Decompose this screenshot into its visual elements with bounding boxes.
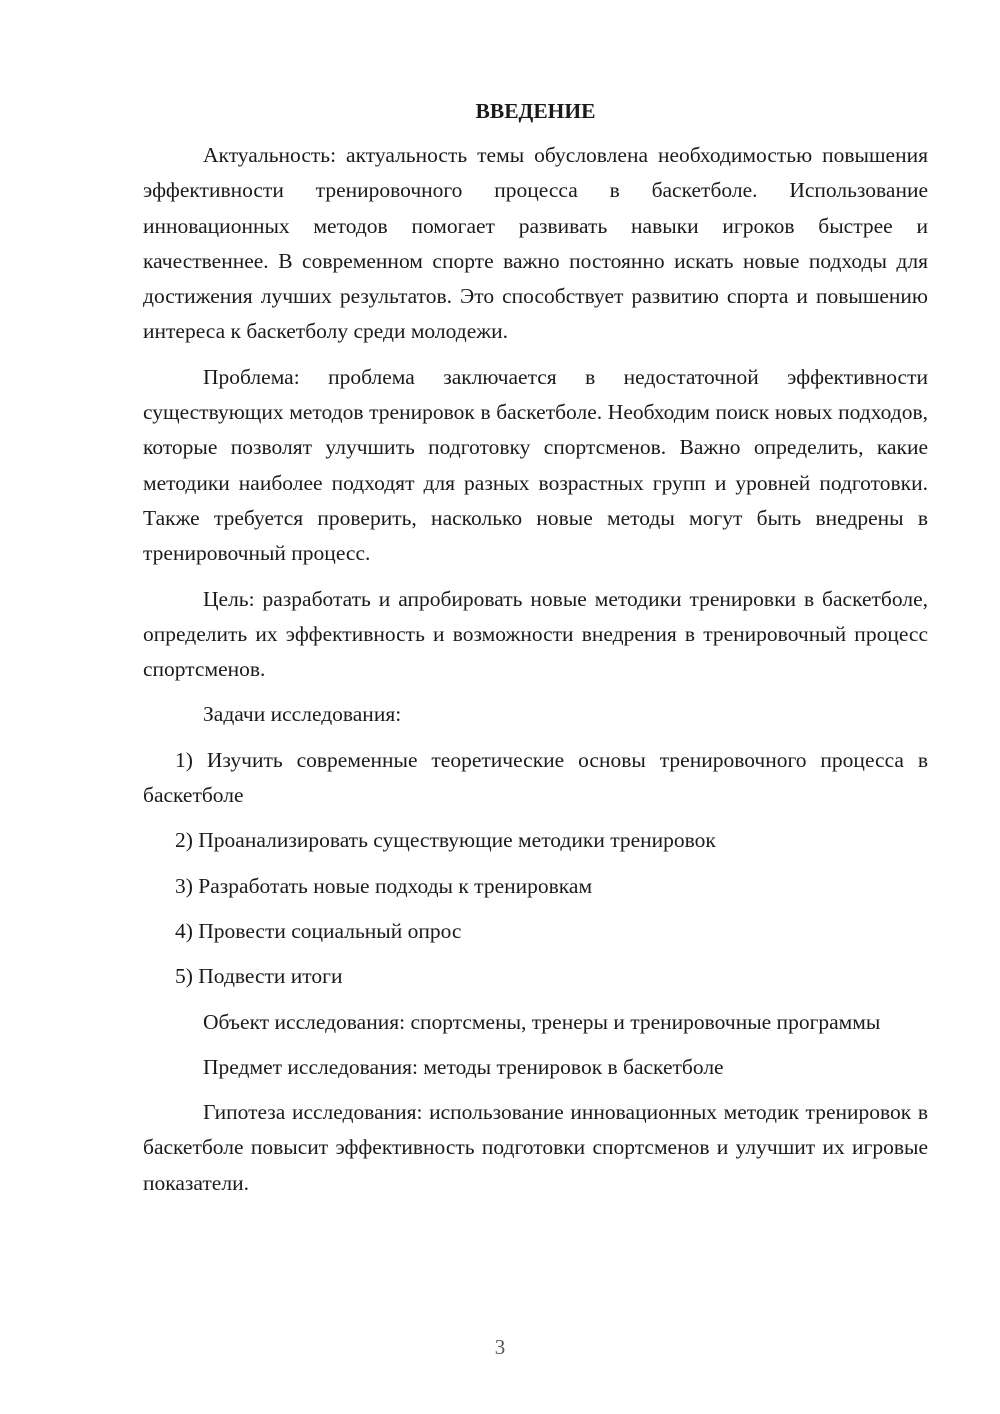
document-page bbox=[143, 94, 928, 1211]
goal-paragraph: Цель: разработать и апробировать новые методики тренировки в баскетболе, определить их эффективность и возможности внедрения в тренировочный процесс спортсменов. bbox=[143, 586, 928, 682]
page-number: 3 bbox=[494, 1335, 506, 1359]
list-item: 4) Провести социальный опрос bbox=[175, 918, 462, 943]
tasks-list bbox=[143, 743, 928, 995]
list-item: 1) Изучить современные теоретические основы тренировочного процесса в баскетболе bbox=[143, 747, 928, 808]
subject-paragraph: Предмет исследования: методы тренировок в баскетболе bbox=[203, 1054, 724, 1079]
hypothesis-paragraph: Гипотеза исследования: использование инновационных методик тренировок в баскетболе повысит эффективность подготовки спортсменов и улучшит их игровые показатели. bbox=[143, 1100, 928, 1195]
object-paragraph: Объект исследования: спортсмены, тренеры и тренировочные программы bbox=[203, 1009, 881, 1034]
tasks-heading: Задачи исследования: bbox=[203, 702, 402, 727]
problem-paragraph: Проблема: проблема заключается в недостаточной эффективности существующих методов тренировок в баскетболе. Необходим поиск новых подходов, которые позволят улучшить подготовку спортсменов. Важно определить, какие методики наиболее подходят для разных возрастных групп и уровней подготовки. Также требуется проверить, насколько новые методы могут быть внедрены в тренировочный процесс. bbox=[143, 364, 928, 566]
page-title: ВВЕДЕНИЕ bbox=[475, 99, 596, 123]
list-item: 5) Подвести итоги bbox=[175, 964, 343, 989]
list-item: 3) Разработать новые подходы к тренировкам bbox=[175, 873, 593, 898]
list-item: 2) Проанализировать существующие методики тренировок bbox=[175, 828, 716, 853]
relevance-paragraph: Актуальность: актуальность темы обусловлена необходимостью повышения эффективности тренировочного процесса в баскетболе. Использование инновационных методов помогает развивать навыки игроков быстрее и качественнее. В современном спорте важно постоянно искать новые подходы для достижения лучших результатов. Это способствует развитию спорта и повышению интереса к баскетболу среди молодежи. bbox=[143, 143, 928, 344]
